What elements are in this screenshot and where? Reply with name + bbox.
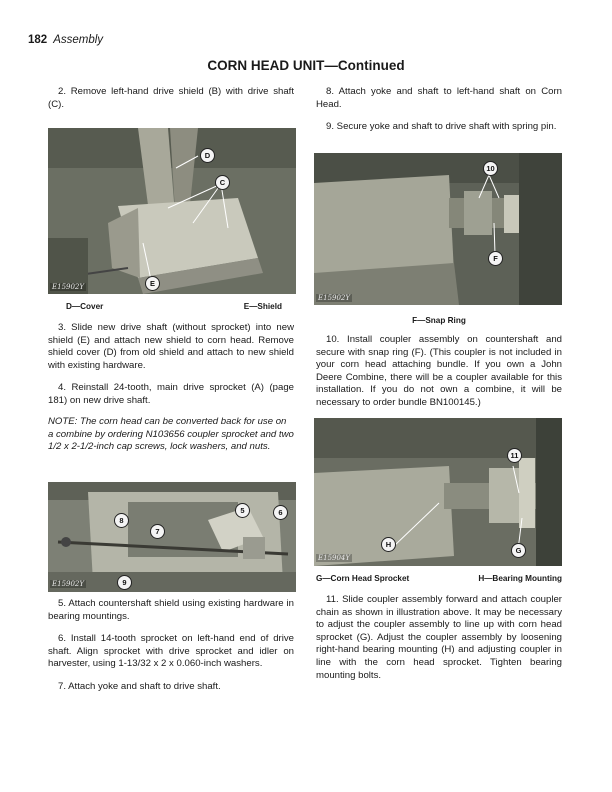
figure-countershaft — [48, 482, 296, 592]
caption-shield: E—Shield — [243, 302, 282, 311]
callout-c: C — [215, 175, 230, 190]
caption-cover: D—Cover — [66, 302, 104, 311]
figure-id: E15904Y — [318, 554, 350, 562]
callout-11: 11 — [507, 448, 522, 463]
figure-4-captions — [316, 574, 562, 583]
callout-6: 6 — [273, 505, 288, 520]
figure-coupler-chain — [314, 418, 562, 566]
step-3: 3. Slide new drive shaft (without sprocket) into new shield (E) and attach new shield to corn head. Remove shield cover (D) from old shield and attach to new shield with existing hardware. — [48, 322, 294, 371]
figure-snap-ring — [314, 153, 562, 305]
step-2: 2. Remove left-hand drive shield (B) with drive shaft (C). — [48, 86, 294, 110]
step-4: 4. Reinstall 24-tooth, main drive sprocket (A) (page 181) on new drive shaft. — [48, 382, 294, 406]
figure-1-captions — [66, 302, 282, 311]
callout-g: G — [511, 543, 526, 558]
steps-3-4 — [48, 322, 294, 418]
callout-h: H — [381, 537, 396, 552]
steps-5-7 — [48, 598, 294, 704]
step-11: 11. Slide coupler assembly forward and attach coupler chain as shown in illustration above. It may be necessary to adjust the coupler assembly to line up with corn head sprocket (G). Adjust the coupler assembly by loosening right-hand bearing mounting (H) and adjusting coupler in line with the corn head sprocket. Tighten bearing mounting bolts. — [316, 594, 562, 681]
callout-9: 9 — [117, 575, 132, 590]
caption-bearing-mounting: H—Bearing Mounting — [478, 574, 562, 583]
step-10: 10. Install coupler assembly on countershaft and secure with snap ring (F). (This coupler is not included in your corn head attaching bundle. If you own a John Deere Combine, there will be a coupler available for this installation. If you do not own a combine, it will be necessary to order bundle BN100145.) — [316, 334, 562, 408]
figure-drive-shield — [48, 128, 296, 294]
step-6: 6. Install 14-tooth sprocket on left-hand end of drive shaft. Align sprocket with drive sprocket and idler on harvester, using 1-13/32 x 2 x 0.060-inch washers. — [48, 633, 294, 670]
callout-10: 10 — [483, 161, 498, 176]
figure-id: E15902Y — [52, 283, 84, 291]
page-number: 182 — [28, 34, 48, 46]
page-title: CORN HEAD UNIT—Continued — [207, 58, 405, 73]
note: NOTE: The corn head can be converted back for use on a combine by ordering N103656 coupler sprocket and two 1/2 x 2-1/2-inch cap screws, lock washers, and nuts. — [48, 416, 294, 453]
figure-id: E15902Y — [318, 294, 350, 302]
figure-id: E15902Y — [52, 580, 84, 588]
steps-8-9 — [316, 86, 562, 144]
callout-d: D — [200, 148, 215, 163]
callout-e: E — [145, 276, 160, 291]
callout-8: 8 — [114, 513, 129, 528]
step-7: 7. Attach yoke and shaft to drive shaft. — [58, 680, 221, 692]
caption-corn-head-sprocket: G—Corn Head Sprocket — [316, 574, 410, 583]
callout-f: F — [488, 251, 503, 266]
step-8: 8. Attach yoke and shaft to left-hand shaft on Corn Head. — [316, 86, 562, 110]
caption-snap-ring: F—Snap Ring — [412, 316, 466, 325]
step-5: 5. Attach countershaft shield using existing hardware in bearing mountings. — [48, 598, 294, 622]
callout-5: 5 — [235, 503, 250, 518]
section-name: Assembly — [53, 34, 104, 46]
callout-7: 7 — [150, 524, 165, 539]
step-9: 9. Secure yoke and shaft to drive shaft with spring pin. — [326, 121, 557, 133]
page-header — [28, 34, 103, 46]
